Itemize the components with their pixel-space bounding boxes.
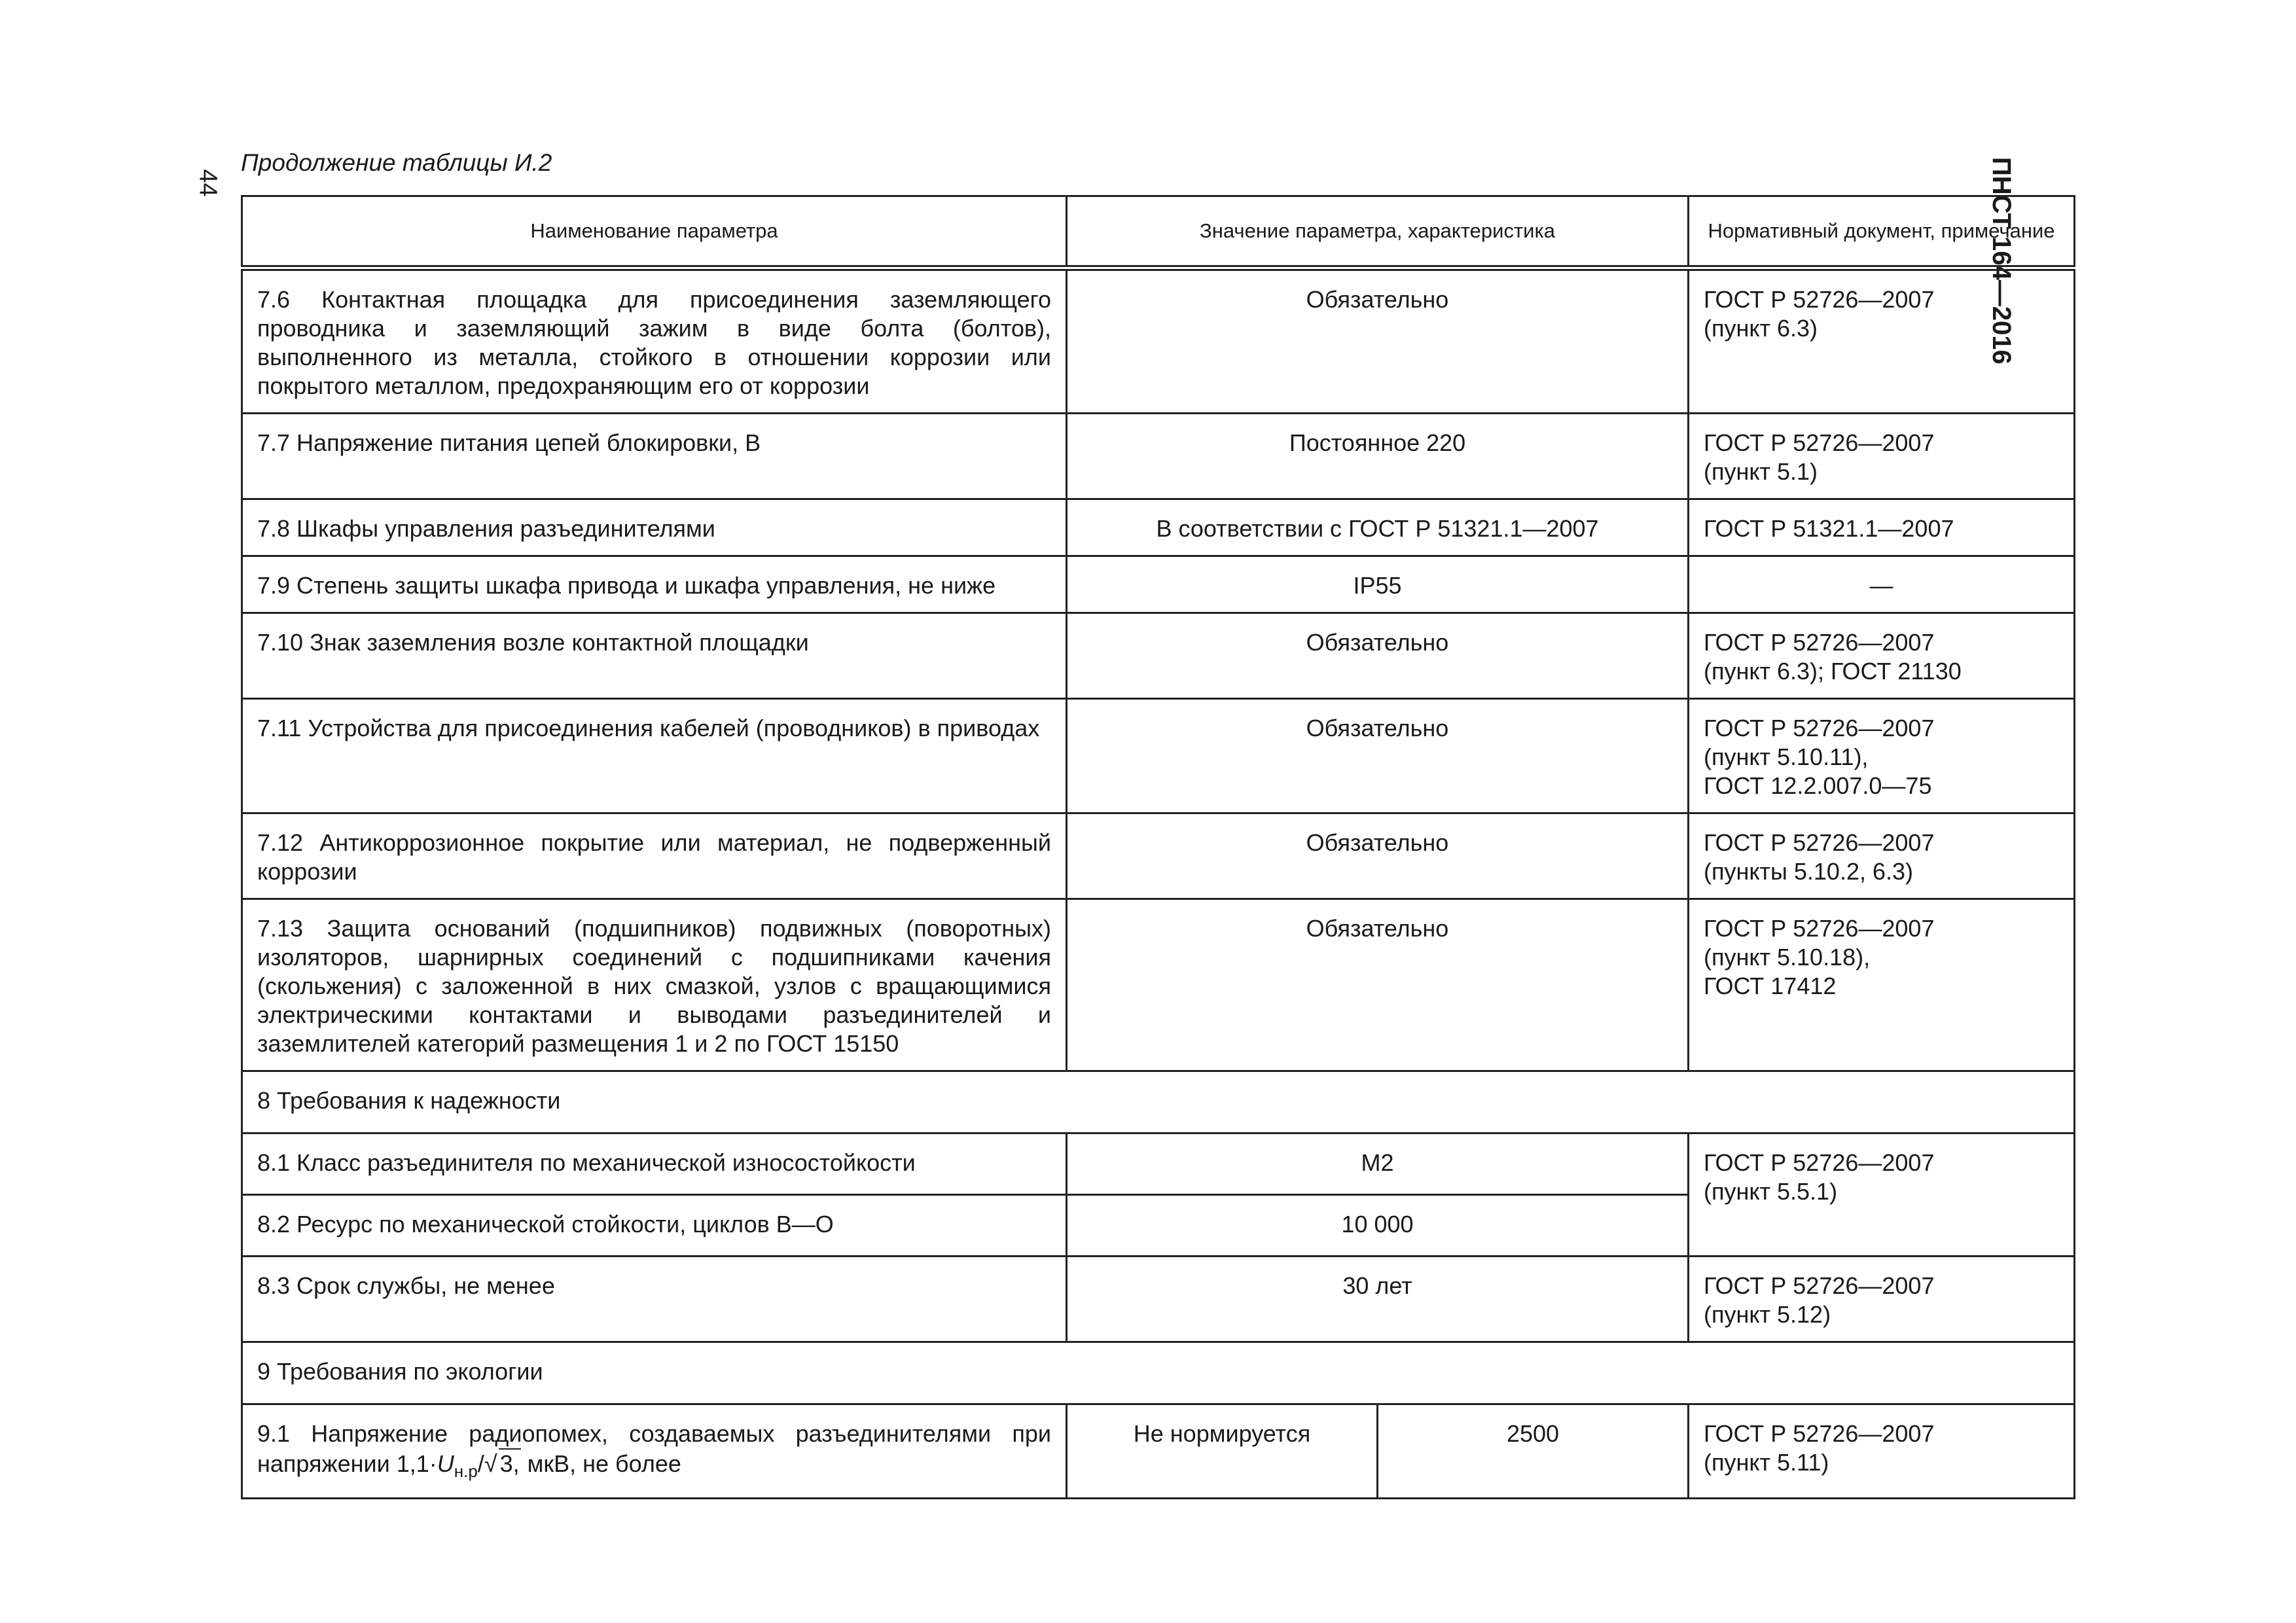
reference-line: (пункт 5.11) <box>1704 1449 1829 1476</box>
reference-cell <box>1689 268 2075 414</box>
reference-cell <box>1689 699 2075 813</box>
param-text: 9.1 Напряжение радиопомех, создаваемых разъединителями при напряжении 1,1· <box>257 1420 1051 1477</box>
reference-line: ГОСТ Р 52726—2007 <box>1704 915 1935 942</box>
reference-line: ГОСТ Р 52726—2007 <box>1704 1272 1935 1299</box>
table-row <box>242 1133 2075 1195</box>
section-row <box>242 1342 2075 1404</box>
reference-cell <box>1689 813 2075 899</box>
value-cell: 30 лет <box>1067 1257 1689 1342</box>
param-cell <box>242 1404 1067 1499</box>
reference-cell <box>1689 899 2075 1071</box>
reference-line: ГОСТ Р 51321.1—2007 <box>1704 515 1954 542</box>
header-value: Значение параметра, характеристика <box>1067 196 1689 268</box>
param-cell: 7.7 Напряжение питания цепей блокировки, В <box>242 414 1067 499</box>
reference-line: (пункт 5.1) <box>1704 458 1818 485</box>
reference-cell <box>1689 1257 2075 1342</box>
reference-cell <box>1689 613 2075 699</box>
reference-line: (пункт 5.5.1) <box>1704 1178 1838 1205</box>
header-reference: Нормативный документ, примечание <box>1689 196 2075 268</box>
sqrt-value: 3, <box>499 1448 521 1478</box>
reference-line: ГОСТ Р 52726—2007 <box>1704 1149 1935 1176</box>
param-cell: 7.6 Контактная площадка для присоединения заземляющего проводника и заземляющий зажим в виде болта (болтов), выполненного из металла, стойкого в отношении коррозии или покрытого металлом, предохраняющим его от коррозии <box>242 268 1067 414</box>
reference-line: (пункт 5.10.18), <box>1704 944 1871 971</box>
reference-line: ГОСТ Р 52726—2007 <box>1704 286 1935 313</box>
slash: / <box>477 1450 484 1477</box>
voltage-subscript: н.р <box>454 1461 478 1482</box>
reference-line: (пункт 5.12) <box>1704 1301 1831 1328</box>
reference-line: ГОСТ Р 52726—2007 <box>1704 629 1935 656</box>
section-title: 8 Требования к надежности <box>242 1071 2075 1133</box>
reference-line: ГОСТ 12.2.007.0—75 <box>1704 772 1932 799</box>
reference-line: (пункт 6.3) <box>1704 315 1818 342</box>
document-code: ПНСТ 164—2016 <box>1987 157 2016 365</box>
reference-line: ГОСТ Р 52726—2007 <box>1704 429 1935 456</box>
section-title: 9 Требования по экологии <box>242 1342 2075 1404</box>
reference-cell <box>1689 499 2075 556</box>
reference-line: (пункты 5.10.2, 6.3) <box>1704 858 1914 885</box>
reference-line: (пункт 6.3); ГОСТ 21130 <box>1704 658 1962 685</box>
table-row <box>242 1257 2075 1342</box>
page-number: 44 <box>194 169 222 197</box>
value-cell: Обязательно <box>1067 699 1689 813</box>
table-row <box>242 268 2075 414</box>
param-cell: 7.11 Устройства для присоединения кабелей (проводников) в приводах <box>242 699 1067 813</box>
table-caption: Продолжение таблицы И.2 <box>241 149 552 176</box>
reference-line: (пункт 5.10.11), <box>1704 743 1869 770</box>
value-cell: В соответствии с ГОСТ Р 51321.1—2007 <box>1067 499 1689 556</box>
value-cell: Обязательно <box>1067 613 1689 699</box>
requirements-table <box>241 195 2075 1499</box>
value-cell: IP55 <box>1067 556 1689 613</box>
param-cell: 7.12 Антикоррозионное покрытие или материал, не подверженный коррозии <box>242 813 1067 899</box>
table-header-row <box>242 196 2075 268</box>
table-row <box>242 1404 2075 1499</box>
param-cell: 7.10 Знак заземления возле контактной площадки <box>242 613 1067 699</box>
reference-line: ГОСТ Р 52726—2007 <box>1704 1420 1935 1447</box>
param-cell: 8.2 Ресурс по механической стойкости, циклов В—О <box>242 1195 1067 1257</box>
voltage-symbol: U <box>437 1450 454 1477</box>
param-cell: 7.9 Степень защиты шкафа привода и шкафа управления, не ниже <box>242 556 1067 613</box>
value-cell: Не нормируется <box>1067 1404 1378 1499</box>
value-cell: 2500 <box>1378 1404 1689 1499</box>
section-row <box>242 1071 2075 1133</box>
param-cell: 8.3 Срок службы, не менее <box>242 1257 1067 1342</box>
param-cell: 7.13 Защита оснований (подшипников) подвижных (поворотных) изоляторов, шарнирных соединений с подшипниками качения (скольжения) с заложенной в них смазкой, узлов с вращающимися электрическими контактами и выводами разъединителей и заземлителей категорий размещения 1 и 2 по ГОСТ 15150 <box>242 899 1067 1071</box>
table-row <box>242 499 2075 556</box>
value-cell: 10 000 <box>1067 1195 1689 1257</box>
param-text: мкВ, не более <box>520 1450 681 1477</box>
table-row <box>242 699 2075 813</box>
table-row <box>242 813 2075 899</box>
value-cell: Постоянное 220 <box>1067 414 1689 499</box>
param-cell: 8.1 Класс разъединителя по механической износостойкости <box>242 1133 1067 1195</box>
table-row <box>242 414 2075 499</box>
value-cell: М2 <box>1067 1133 1689 1195</box>
table-row <box>242 899 2075 1071</box>
table-row <box>242 556 2075 613</box>
sqrt-symbol-icon: √ <box>484 1450 497 1477</box>
value-cell: Обязательно <box>1067 268 1689 414</box>
reference-line: ГОСТ Р 52726—2007 <box>1704 829 1935 856</box>
param-cell: 7.8 Шкафы управления разъединителями <box>242 499 1067 556</box>
value-cell: Обязательно <box>1067 813 1689 899</box>
reference-cell: — <box>1689 556 2075 613</box>
reference-line: ГОСТ Р 52726—2007 <box>1704 715 1935 741</box>
reference-line: ГОСТ 17412 <box>1704 972 1837 999</box>
table-row <box>242 613 2075 699</box>
reference-cell <box>1689 414 2075 499</box>
header-parameter: Наименование параметра <box>242 196 1067 268</box>
value-cell: Обязательно <box>1067 899 1689 1071</box>
reference-cell <box>1689 1404 2075 1499</box>
reference-cell <box>1689 1133 2075 1257</box>
